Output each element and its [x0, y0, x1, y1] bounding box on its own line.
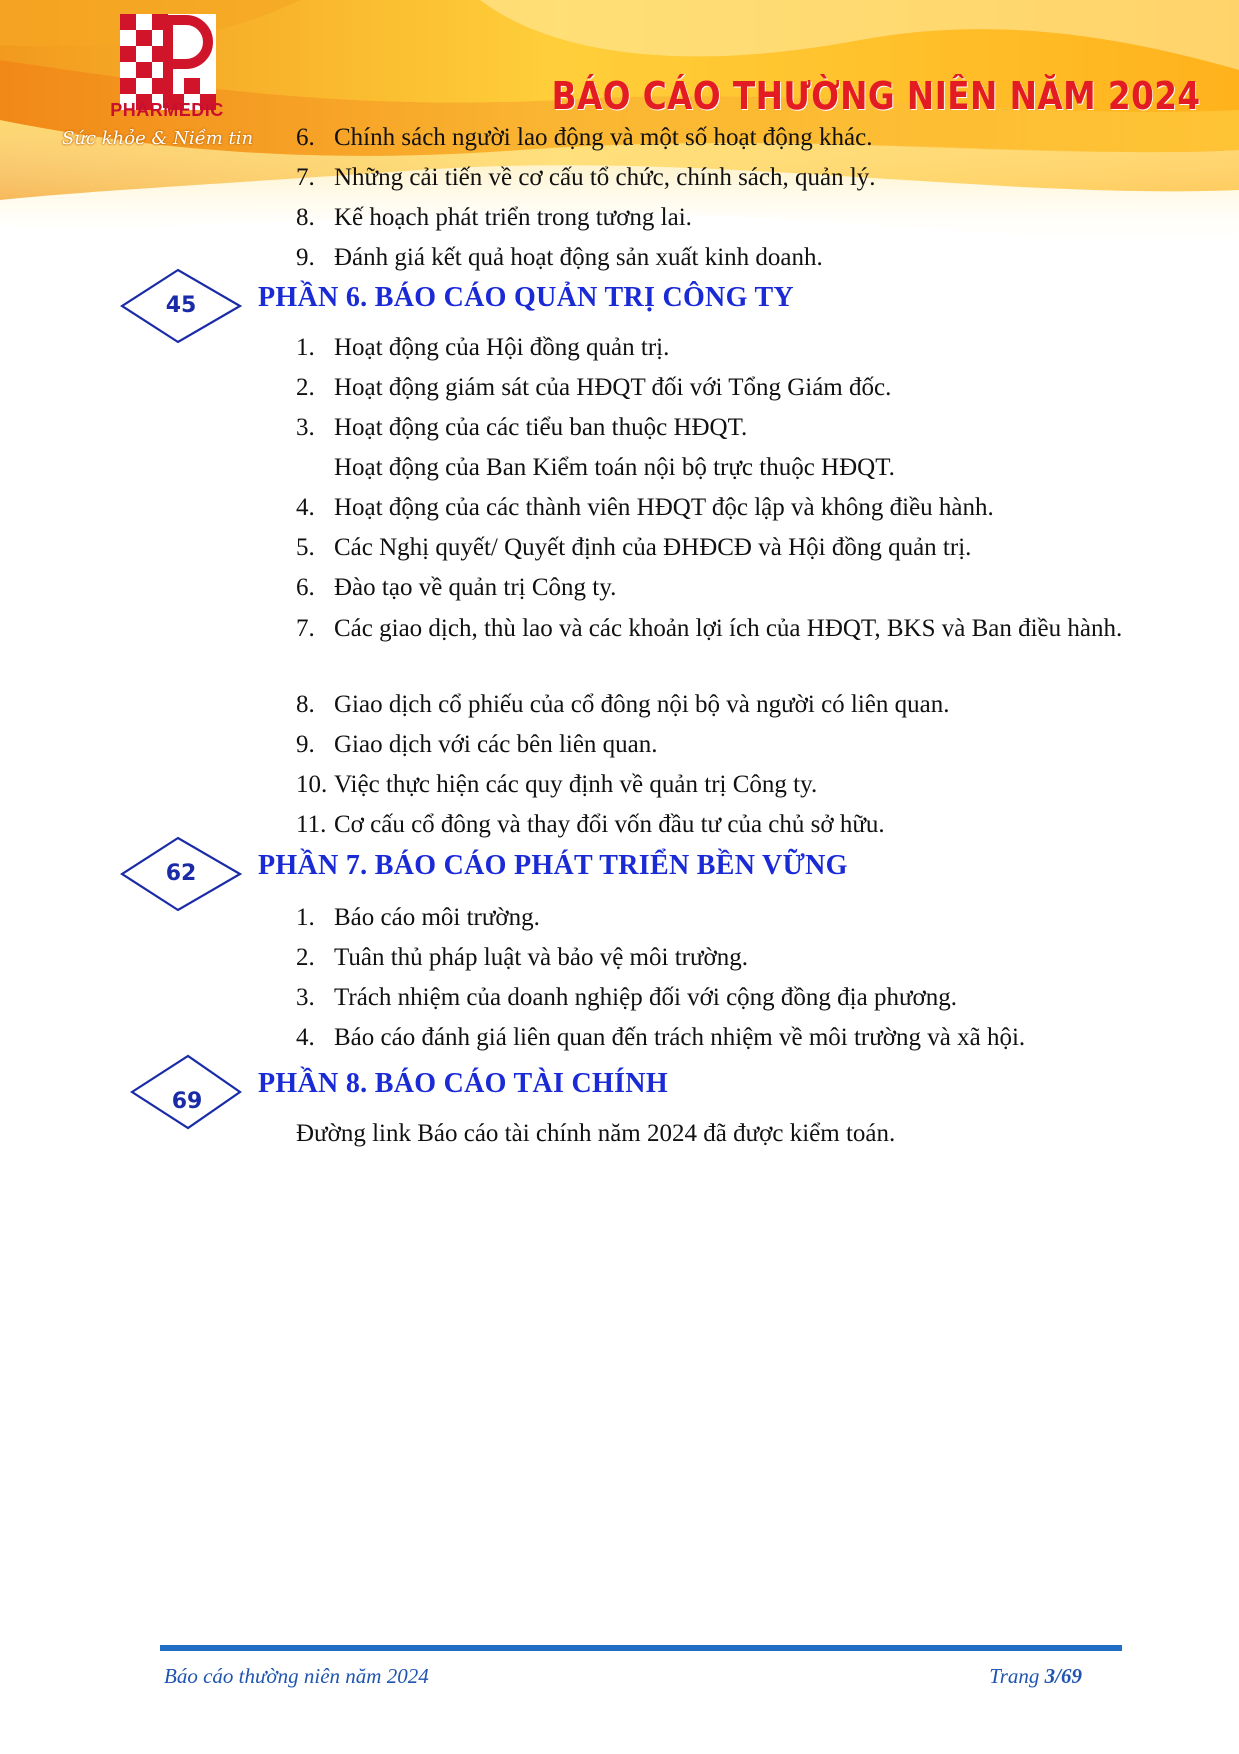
item-number: 9.: [296, 244, 315, 271]
item-text: Hoạt động của Ban Kiểm toán nội bộ trực thuộc HĐQT.: [334, 454, 895, 481]
item-text: Các giao dịch, thù lao và các khoản lợi ích của HĐQT, BKS và Ban điều hành.: [334, 615, 1123, 642]
item-number: 7.: [296, 164, 315, 191]
item-number: 2.: [296, 944, 315, 971]
item-text: Kế hoạch phát triển trong tương lai.: [334, 204, 692, 231]
item-text: Hoạt động của Hội đồng quản trị.: [334, 334, 670, 361]
footer-report-name: Báo cáo thường niên năm 2024: [164, 1664, 429, 1688]
item-number: 8.: [296, 691, 315, 718]
pharmedic-logo: [120, 14, 216, 110]
item-number: 6.: [296, 124, 315, 151]
item-number: 1.: [296, 904, 315, 931]
item-number: 5.: [296, 534, 315, 561]
section-page-number: 62: [165, 861, 197, 886]
report-title: BÁO CÁO THƯỜNG NIÊN NĂM 2024: [552, 74, 1201, 118]
footer-page-prefix: Trang: [989, 1664, 1040, 1688]
financial-report-link[interactable]: Đường link Báo cáo tài chính năm 2024 đã được kiểm toán.: [296, 1120, 896, 1147]
section-page-number: 45: [165, 293, 197, 318]
item-number: 11.: [296, 811, 327, 838]
item-number: 6.: [296, 574, 315, 601]
section-title: PHẦN 6. BÁO CÁO QUẢN TRỊ CÔNG TY: [258, 282, 794, 313]
item-text: Hoạt động của các tiểu ban thuộc HĐQT.: [334, 414, 748, 441]
item-text: Trách nhiệm của doanh nghiệp đối với cộng đồng địa phương.: [334, 984, 957, 1011]
item-text: Giao dịch cổ phiếu của cổ đông nội bộ và người có liên quan.: [334, 691, 950, 718]
item-text: Chính sách người lao động và một số hoạt động khác.: [334, 124, 873, 151]
footer-divider: [160, 1645, 1122, 1651]
item-text: Tuân thủ pháp luật và bảo vệ môi trường.: [334, 944, 748, 971]
brand-slogan: Sức khỏe & Niềm tin: [62, 128, 254, 149]
item-text: Báo cáo đánh giá liên quan đến trách nhiệm về môi trường và xã hội.: [334, 1024, 1026, 1051]
item-number: 3.: [296, 984, 315, 1011]
brand-name: PHARMEDIC: [110, 100, 224, 120]
section-title: PHẦN 7. BÁO CÁO PHÁT TRIỂN BỀN VỮNG: [258, 850, 848, 881]
item-number: 3.: [296, 414, 315, 441]
item-number: 10.: [296, 771, 328, 798]
item-text: Đánh giá kết quả hoạt động sản xuất kinh doanh.: [334, 244, 823, 271]
item-text: Hoạt động của các thành viên HĐQT độc lập và không điều hành.: [334, 494, 994, 521]
item-text: Đào tạo về quản trị Công ty.: [334, 574, 617, 601]
section-7-heading: [120, 836, 1120, 912]
section-title: PHẦN 8. BÁO CÁO TÀI CHÍNH: [258, 1068, 668, 1099]
item-text: Những cải tiến về cơ cấu tổ chức, chính sách, quản lý.: [334, 164, 876, 191]
item-text: Hoạt động giám sát của HĐQT đối với Tổng Giám đốc.: [334, 374, 892, 401]
item-text: Các Nghị quyết/ Quyết định của ĐHĐCĐ và Hội đồng quản trị.: [334, 534, 972, 561]
item-number: 4.: [296, 494, 315, 521]
item-number: 2.: [296, 374, 315, 401]
item-number: 8.: [296, 204, 315, 231]
item-number: 7.: [296, 615, 315, 642]
footer-page-number: [989, 1664, 1082, 1689]
item-text: Cơ cấu cổ đông và thay đổi vốn đầu tư của chủ sở hữu.: [334, 811, 885, 838]
item-number: 9.: [296, 731, 315, 758]
item-text: Việc thực hiện các quy định về quản trị Công ty.: [334, 771, 818, 798]
item-number: 1.: [296, 334, 315, 361]
item-text: Báo cáo môi trường.: [334, 904, 540, 931]
item-number: 4.: [296, 1024, 315, 1051]
footer-page-value: 3/69: [1044, 1664, 1082, 1688]
item-text: Giao dịch với các bên liên quan.: [334, 731, 658, 758]
section-page-number: 69: [171, 1089, 203, 1114]
